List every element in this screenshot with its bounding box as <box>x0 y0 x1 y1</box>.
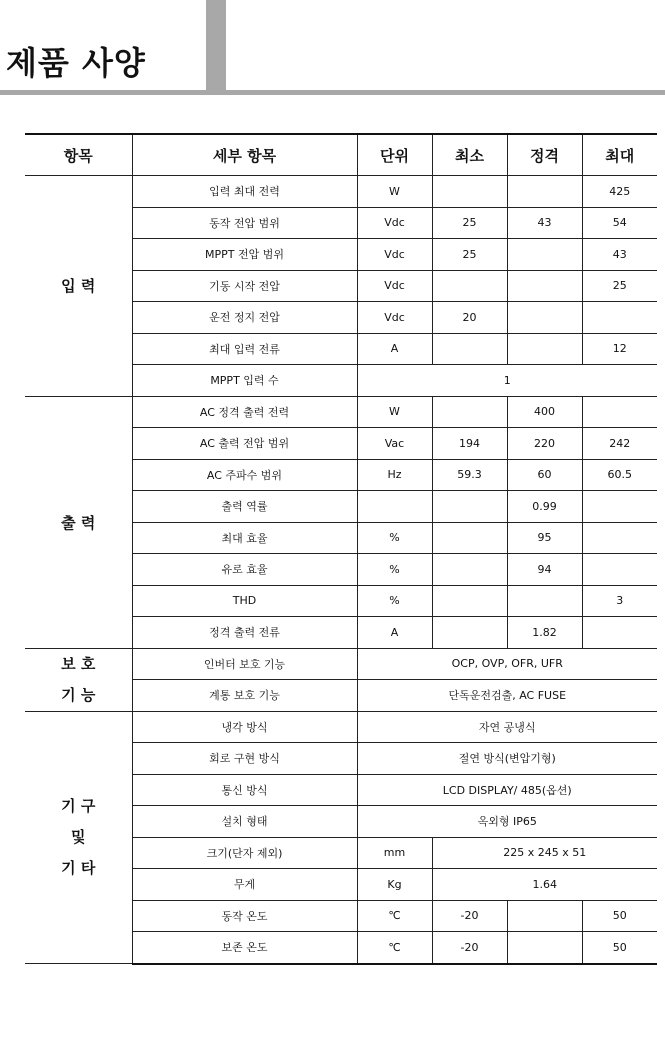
detail-name: 무게 <box>132 869 357 901</box>
detail-name: 동작 전압 범위 <box>132 207 357 239</box>
category-mechanical-line2: 및 <box>71 827 86 846</box>
rated-cell: 0.99 <box>507 491 582 523</box>
category-output: 출 력 <box>25 396 132 648</box>
detail-name: 회로 구현 방식 <box>132 743 357 775</box>
merged-value-cell: 단독운전검출, AC FUSE <box>357 680 657 712</box>
detail-name: 보존 온도 <box>132 932 357 964</box>
rated-cell <box>507 302 582 334</box>
min-cell: -20 <box>432 932 507 964</box>
detail-name: 동작 온도 <box>132 900 357 932</box>
min-cell <box>432 585 507 617</box>
unit-cell: A <box>357 617 432 649</box>
rated-cell <box>507 932 582 964</box>
detail-name: 최대 효율 <box>132 522 357 554</box>
header-detail: 세부 항목 <box>132 134 357 176</box>
table-row <box>25 176 657 208</box>
category-protection <box>25 648 132 711</box>
rated-cell <box>507 333 582 365</box>
merged-value-cell: 225 x 245 x 51 <box>432 837 657 869</box>
max-cell: 242 <box>582 428 657 460</box>
unit-cell: W <box>357 176 432 208</box>
detail-name: AC 정격 출력 전력 <box>132 396 357 428</box>
max-cell: 60.5 <box>582 459 657 491</box>
unit-cell: % <box>357 522 432 554</box>
unit-cell: mm <box>357 837 432 869</box>
max-cell <box>582 554 657 586</box>
rated-cell <box>507 239 582 271</box>
unit-cell <box>357 491 432 523</box>
unit-cell: W <box>357 396 432 428</box>
detail-name: 인버터 보호 기능 <box>132 648 357 680</box>
max-cell <box>582 396 657 428</box>
category-mechanical <box>25 711 132 964</box>
detail-name: 운전 정지 전압 <box>132 302 357 334</box>
detail-name: 정격 출력 전류 <box>132 617 357 649</box>
rated-cell <box>507 176 582 208</box>
category-mechanical-line3: 기 타 <box>61 858 96 877</box>
merged-value-cell: 절연 방식(변압기형) <box>357 743 657 775</box>
unit-cell: Vdc <box>357 270 432 302</box>
rated-cell <box>507 270 582 302</box>
min-cell <box>432 491 507 523</box>
min-cell <box>432 522 507 554</box>
detail-name: 유로 효율 <box>132 554 357 586</box>
min-cell: -20 <box>432 900 507 932</box>
unit-cell: Kg <box>357 869 432 901</box>
merged-value-cell: 1.64 <box>432 869 657 901</box>
min-cell: 194 <box>432 428 507 460</box>
merged-value-cell: 자연 공냉식 <box>357 711 657 743</box>
min-cell <box>432 333 507 365</box>
detail-name: 설치 형태 <box>132 806 357 838</box>
detail-name: 출력 역률 <box>132 491 357 523</box>
detail-name: AC 주파수 범위 <box>132 459 357 491</box>
unit-cell: Vac <box>357 428 432 460</box>
category-protection-line2: 기 능 <box>61 685 96 704</box>
rated-cell: 43 <box>507 207 582 239</box>
max-cell: 50 <box>582 900 657 932</box>
detail-name: 크기(단자 제외) <box>132 837 357 869</box>
rated-cell: 400 <box>507 396 582 428</box>
detail-name: 계통 보호 기능 <box>132 680 357 712</box>
detail-name: AC 출력 전압 범위 <box>132 428 357 460</box>
min-cell <box>432 554 507 586</box>
max-cell: 54 <box>582 207 657 239</box>
min-cell: 25 <box>432 239 507 271</box>
rated-cell: 220 <box>507 428 582 460</box>
min-cell: 59.3 <box>432 459 507 491</box>
min-cell <box>432 176 507 208</box>
max-cell: 50 <box>582 932 657 964</box>
table-row <box>25 648 657 680</box>
title-tab-decoration <box>206 0 226 92</box>
rated-cell <box>507 900 582 932</box>
unit-cell: Vdc <box>357 239 432 271</box>
max-cell <box>582 302 657 334</box>
rated-cell <box>507 585 582 617</box>
detail-name: MPPT 입력 수 <box>132 365 357 397</box>
rated-cell: 95 <box>507 522 582 554</box>
unit-cell: % <box>357 554 432 586</box>
unit-cell: Hz <box>357 459 432 491</box>
max-cell: 25 <box>582 270 657 302</box>
unit-cell: Vdc <box>357 207 432 239</box>
detail-name: MPPT 전압 범위 <box>132 239 357 271</box>
spec-table <box>25 133 657 965</box>
unit-cell: ℃ <box>357 900 432 932</box>
min-cell: 20 <box>432 302 507 334</box>
detail-name: 최대 입력 전류 <box>132 333 357 365</box>
merged-value-cell: 1 <box>357 365 657 397</box>
page-title: 제품 사양 <box>6 44 146 82</box>
header-rated: 정격 <box>507 134 582 176</box>
unit-cell: ℃ <box>357 932 432 964</box>
merged-value-cell: OCP, OVP, OFR, UFR <box>357 648 657 680</box>
min-cell <box>432 270 507 302</box>
unit-cell: % <box>357 585 432 617</box>
rated-cell: 60 <box>507 459 582 491</box>
max-cell <box>582 491 657 523</box>
detail-name: THD <box>132 585 357 617</box>
min-cell <box>432 396 507 428</box>
rated-cell: 94 <box>507 554 582 586</box>
category-mechanical-line1: 기 구 <box>61 796 96 815</box>
max-cell: 43 <box>582 239 657 271</box>
category-input: 입 력 <box>25 176 132 397</box>
merged-value-cell: 옥외형 IP65 <box>357 806 657 838</box>
max-cell <box>582 522 657 554</box>
table-header-row <box>25 134 657 176</box>
header-item: 항목 <box>25 134 132 176</box>
max-cell: 12 <box>582 333 657 365</box>
min-cell <box>432 617 507 649</box>
category-protection-line1: 보 호 <box>61 654 96 673</box>
max-cell: 425 <box>582 176 657 208</box>
header-max: 최대 <box>582 134 657 176</box>
max-cell <box>582 617 657 649</box>
unit-cell: Vdc <box>357 302 432 334</box>
min-cell: 25 <box>432 207 507 239</box>
header-min: 최소 <box>432 134 507 176</box>
title-underline <box>0 90 665 95</box>
detail-name: 냉각 방식 <box>132 711 357 743</box>
detail-name: 입력 최대 전력 <box>132 176 357 208</box>
rated-cell: 1.82 <box>507 617 582 649</box>
table-row <box>25 396 657 428</box>
detail-name: 기동 시작 전압 <box>132 270 357 302</box>
merged-value-cell: LCD DISPLAY/ 485(옵션) <box>357 774 657 806</box>
header-unit: 단위 <box>357 134 432 176</box>
detail-name: 통신 방식 <box>132 774 357 806</box>
max-cell: 3 <box>582 585 657 617</box>
unit-cell: A <box>357 333 432 365</box>
table-row <box>25 711 657 743</box>
